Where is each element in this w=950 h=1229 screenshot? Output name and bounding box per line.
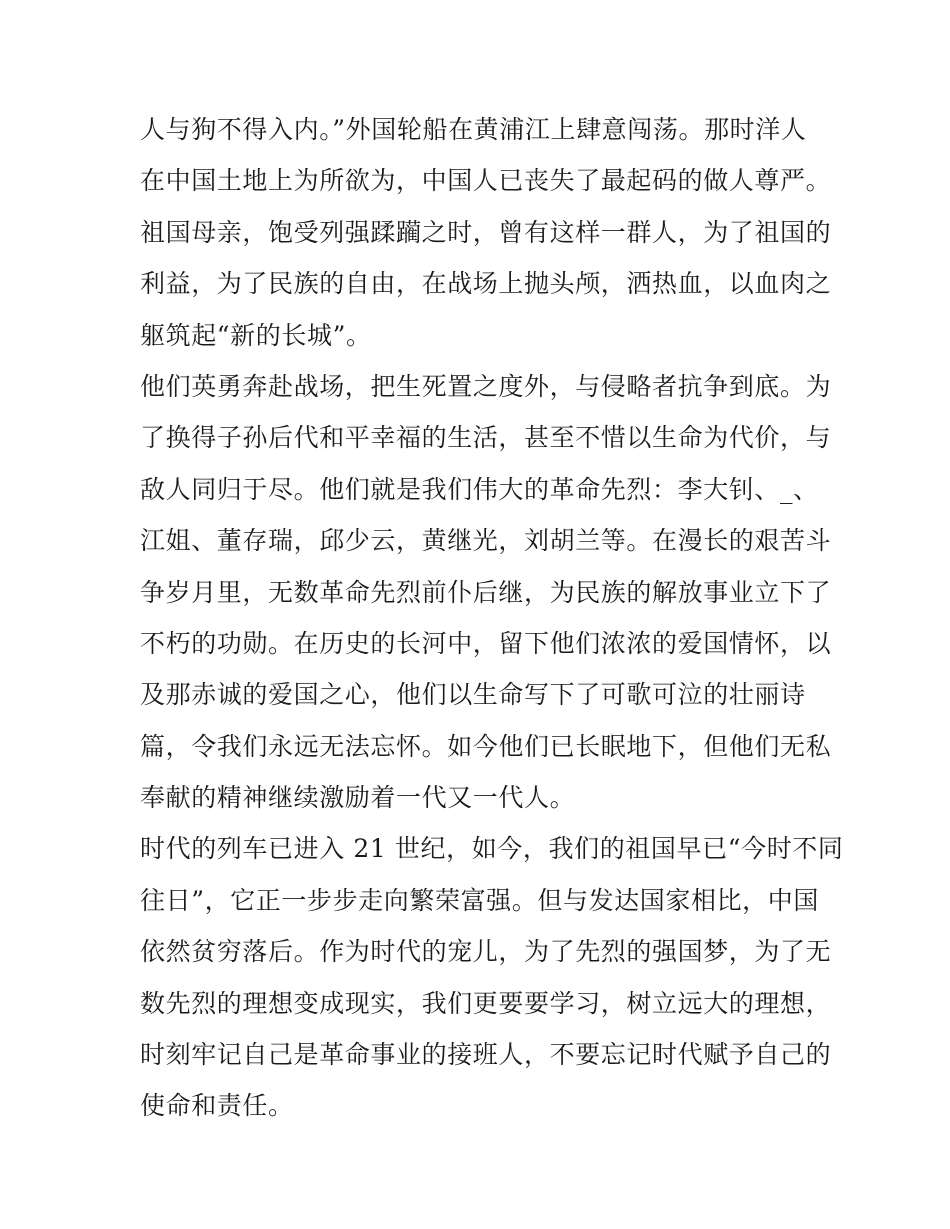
text-line: 争岁月里，无数革命先烈前仆后继，为民族的解放事业立下了 [140,577,832,607]
text-line: 篇，令我们永远无法忘怀。如今他们已长眠地下，但他们无私 [140,731,832,761]
text-line: 他们英勇奔赴战场，把生死置之度外，与侵略者抗争到底。为 [140,371,832,401]
text-line: 了换得子孙后代和平幸福的生活，甚至不惜以生命为代价，与 [140,423,832,453]
text-line: 江姐、董存瑞，邱少云，黄继光，刘胡兰等。在漫长的艰苦斗 [140,526,832,556]
text-line: 时刻牢记自己是革命事业的接班人，不要忘记时代赋予自己的 [140,1040,832,1070]
text-line: 使命和责任。 [140,1091,294,1121]
text-line: 不朽的功勋。在历史的长河中，留下他们浓浓的爱国情怀，以 [140,628,832,658]
text-line: 敌人同归于尽。他们就是我们伟大的革命先烈：李大钊、_、 [140,474,819,504]
text-line: 躯筑起“新的长城”。 [140,320,372,350]
document-body [140,104,844,1132]
text-line: 及那赤诚的爱国之心，他们以生命写下了可歌可泣的壮丽诗 [140,680,806,710]
text-line: 依然贫穷落后。作为时代的宠儿，为了先烈的强国梦，为了无 [140,937,832,967]
text-line: 往日”，它正一步步走向繁荣富强。但与发达国家相比，中国 [140,885,819,915]
text-line: 时代的列车已进入 21 世纪，如今，我们的祖国早已“今时不同 [140,834,844,864]
text-line: 利益，为了民族的自由，在战场上抛头颅，洒热血，以血肉之 [140,269,832,299]
text-line: 祖国母亲，饱受列强蹂躏之时，曾有这样一群人，为了祖国的 [140,217,832,247]
text-line: 人与狗不得入内。”外国轮船在黄浦江上肆意闯荡。那时洋人 [140,115,807,144]
text-line: 奉献的精神继续激励着一代又一代人。 [140,783,576,813]
text-line: 在中国土地上为所欲为，中国人已丧失了最起码的做人尊严。 [140,166,832,196]
text-line: 数先烈的理想变成现实，我们更要要学习，树立远大的理想， [140,988,832,1018]
